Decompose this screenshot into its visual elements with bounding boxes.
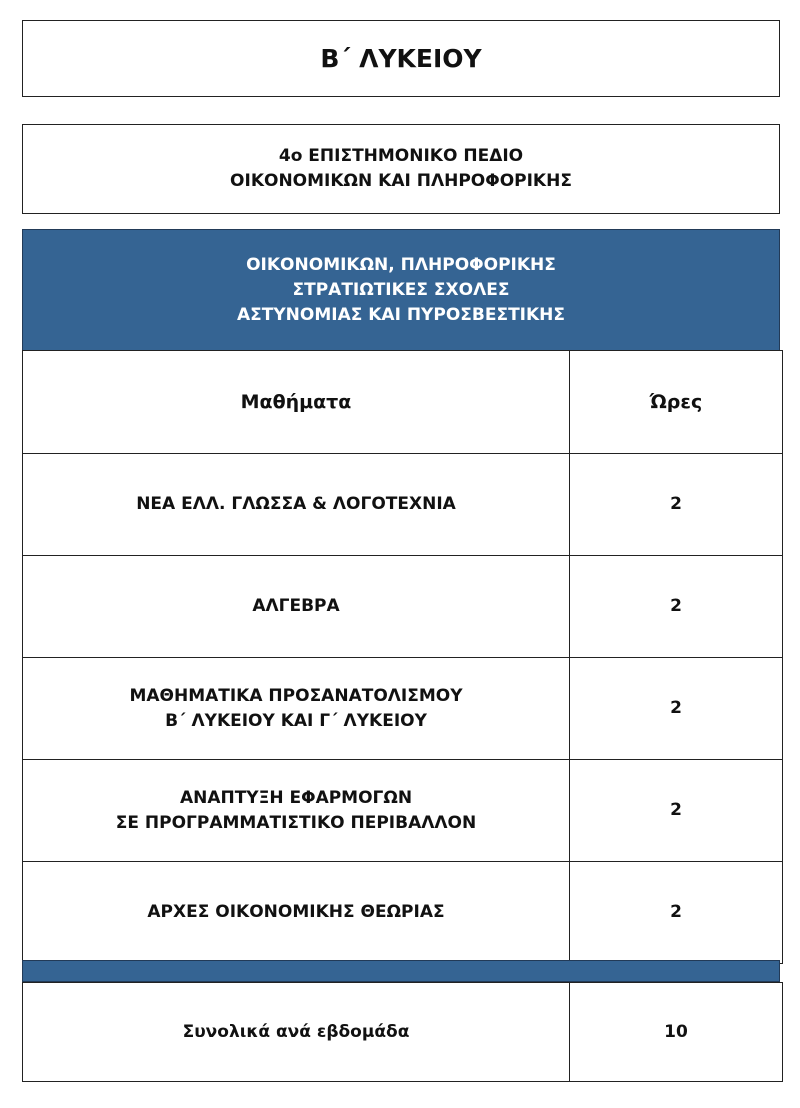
subject-name: ΑΝΑΠΤΥΞΗ ΕΦΑΡΜΟΓΩΝ [179, 787, 413, 808]
table-row [23, 454, 783, 556]
subject-cell [23, 760, 570, 862]
subject-cell [23, 556, 570, 658]
subject-cell [23, 862, 570, 964]
schools-band-line-3: ΑΣΤΥΝΟΜΙΑΣ ΚΑΙ ΠΥΡΟΣΒΕΣΤΙΚΗΣ [236, 304, 566, 325]
hours-header: Ώρες [570, 351, 783, 454]
subject-name: ΑΡΧΕΣ ΟΙΚΟΝΟΜΙΚΗΣ ΘΕΩΡΙΑΣ [147, 902, 445, 922]
subject-name: ΝΕΑ ΕΛΛ. ΓΛΩΣΣΑ & ΛΟΓΟΤΕΧΝΙΑ [136, 494, 456, 514]
schools-band-line-1: ΟΙΚΟΝΟΜΙΚΩΝ, ΠΛΗΡΟΦΟΡΙΚΗΣ [246, 254, 556, 275]
schools-band-line-2: ΣΤΡΑΤΙΩΤΙΚΕΣ ΣΧΟΛΕΣ [292, 279, 510, 300]
total-table [22, 982, 783, 1082]
subject-name: ΑΛΓΕΒΡΑ [252, 596, 340, 616]
hours-cell: 2 [570, 760, 783, 862]
table-header-row [23, 351, 783, 454]
hours-cell: 2 [570, 862, 783, 964]
total-label: Συνολικά ανά εβδομάδα [23, 983, 570, 1082]
schools-band [22, 229, 780, 351]
hours-cell: 2 [570, 556, 783, 658]
subject-cell [23, 658, 570, 760]
table-row [23, 760, 783, 862]
subject-header: Μαθήματα [23, 351, 570, 454]
total-hours: 10 [570, 983, 783, 1082]
field-heading [22, 124, 780, 214]
field-heading-line-1: 4ο ΕΠΙΣΤΗΜΟΝΙΚΟ ΠΕΔΙΟ [278, 146, 524, 166]
total-row [23, 983, 783, 1082]
separator-band [22, 960, 780, 982]
hours-cell: 2 [570, 454, 783, 556]
table-row [23, 862, 783, 964]
hours-cell: 2 [570, 658, 783, 760]
subjects-table [22, 350, 783, 964]
subject-name: ΜΑΘΗΜΑΤΙΚΑ ΠΡΟΣΑΝΑΤΟΛΙΣΜΟΥ [129, 685, 463, 706]
subject-name-line-2: Β΄ ΛΥΚΕΙΟΥ ΚΑΙ Γ΄ ΛΥΚΕΙΟΥ [165, 710, 427, 731]
field-heading-line-2: ΟΙΚΟΝΟΜΙΚΩΝ ΚΑΙ ΠΛΗΡΟΦΟΡΙΚΗΣ [230, 171, 572, 191]
subject-cell [23, 454, 570, 556]
subject-name-line-2: ΣΕ ΠΡΟΓΡΑΜΜΑΤΙΣΤΙΚΟ ΠΕΡΙΒΑΛΛΟΝ [115, 812, 477, 833]
page-title: Β΄ ΛΥΚΕΙΟΥ [22, 20, 780, 97]
table-row [23, 658, 783, 760]
table-row [23, 556, 783, 658]
